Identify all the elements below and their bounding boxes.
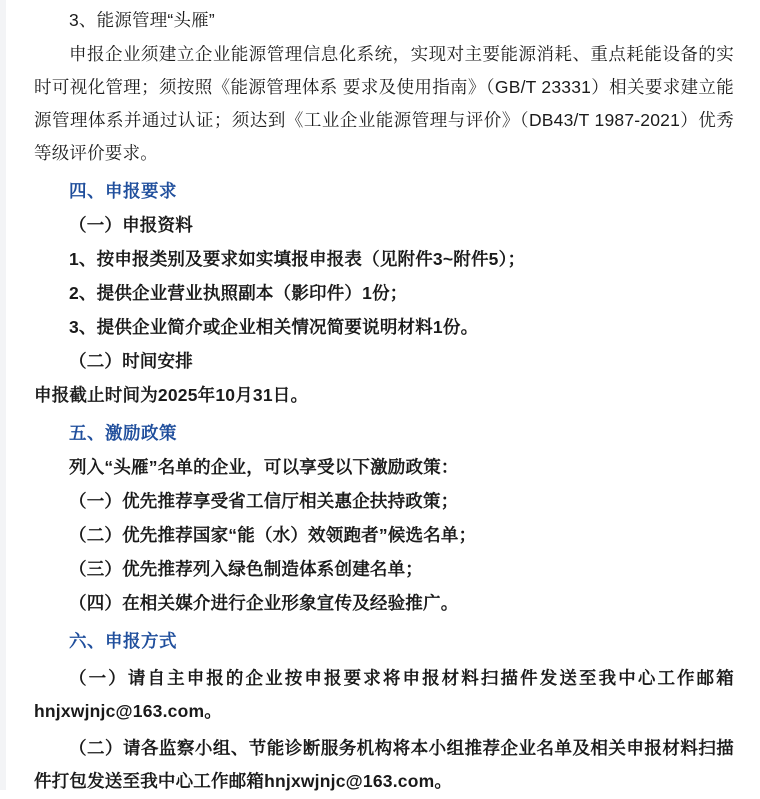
list-item-material-3: 3、提供企业简介或企业相关情况简要说明材料1份。	[69, 317, 479, 337]
paragraph-incentive-intro: 列入“头雁”名单的企业，可以享受以下激励政策：	[69, 457, 459, 477]
page-left-margin-rule	[0, 0, 6, 790]
list-item-material-1: 1、按申报类别及要求如实填报申报表（见附件3~附件5）；	[69, 249, 526, 269]
application-method-item-2: （二）请各监察小组、节能诊断服务机构将本小组推荐企业名单及相关申报材料扫描件打包发送至我中心工作邮箱hnjxwjnjc@163.com。	[34, 738, 734, 791]
paragraph-item-3-energy-management: 3、能源管理“头雁”	[69, 10, 215, 30]
section-heading-application-requirements: 四、申报要求	[69, 181, 177, 201]
paragraph-energy-management-requirements: 申报企业须建立企业能源管理信息化系统，实现对主要能源消耗、重点耗能设备的实时可视化管理；须按照《能源管理体系 要求及使用指南》（GB/T 23331）相关要求建立能源管理体系并通过认证；须达到《工业企业能源管理与评价》（DB43/T 1987-2021）优秀等级评价要求。	[34, 44, 734, 163]
incentive-item-1: （一）优先推荐享受省工信厅相关惠企扶持政策；	[69, 491, 459, 511]
section-heading-incentive-policies: 五、激励政策	[69, 423, 177, 443]
document-content	[34, 4, 734, 799]
subsection-schedule: （二）时间安排	[69, 351, 193, 371]
deadline-statement: 申报截止时间为2025年10月31日。	[34, 385, 309, 405]
application-method-item-1: （一）请自主申报的企业按申报要求将申报材料扫描件发送至我中心工作邮箱hnjxwjnjc@163.com。	[34, 668, 734, 721]
list-item-material-2: 2、提供企业营业执照副本（影印件）1份；	[69, 283, 408, 303]
incentive-item-3: （三）优先推荐列入绿色制造体系创建名单；	[69, 559, 423, 579]
incentive-item-2: （二）优先推荐国家“能（水）效领跑者”候选名单；	[69, 525, 477, 545]
subsection-application-materials: （一）申报资料	[69, 215, 193, 235]
incentive-item-4: （四）在相关媒介进行企业形象宣传及经验推广。	[69, 593, 459, 613]
section-heading-application-method: 六、申报方式	[69, 631, 177, 651]
